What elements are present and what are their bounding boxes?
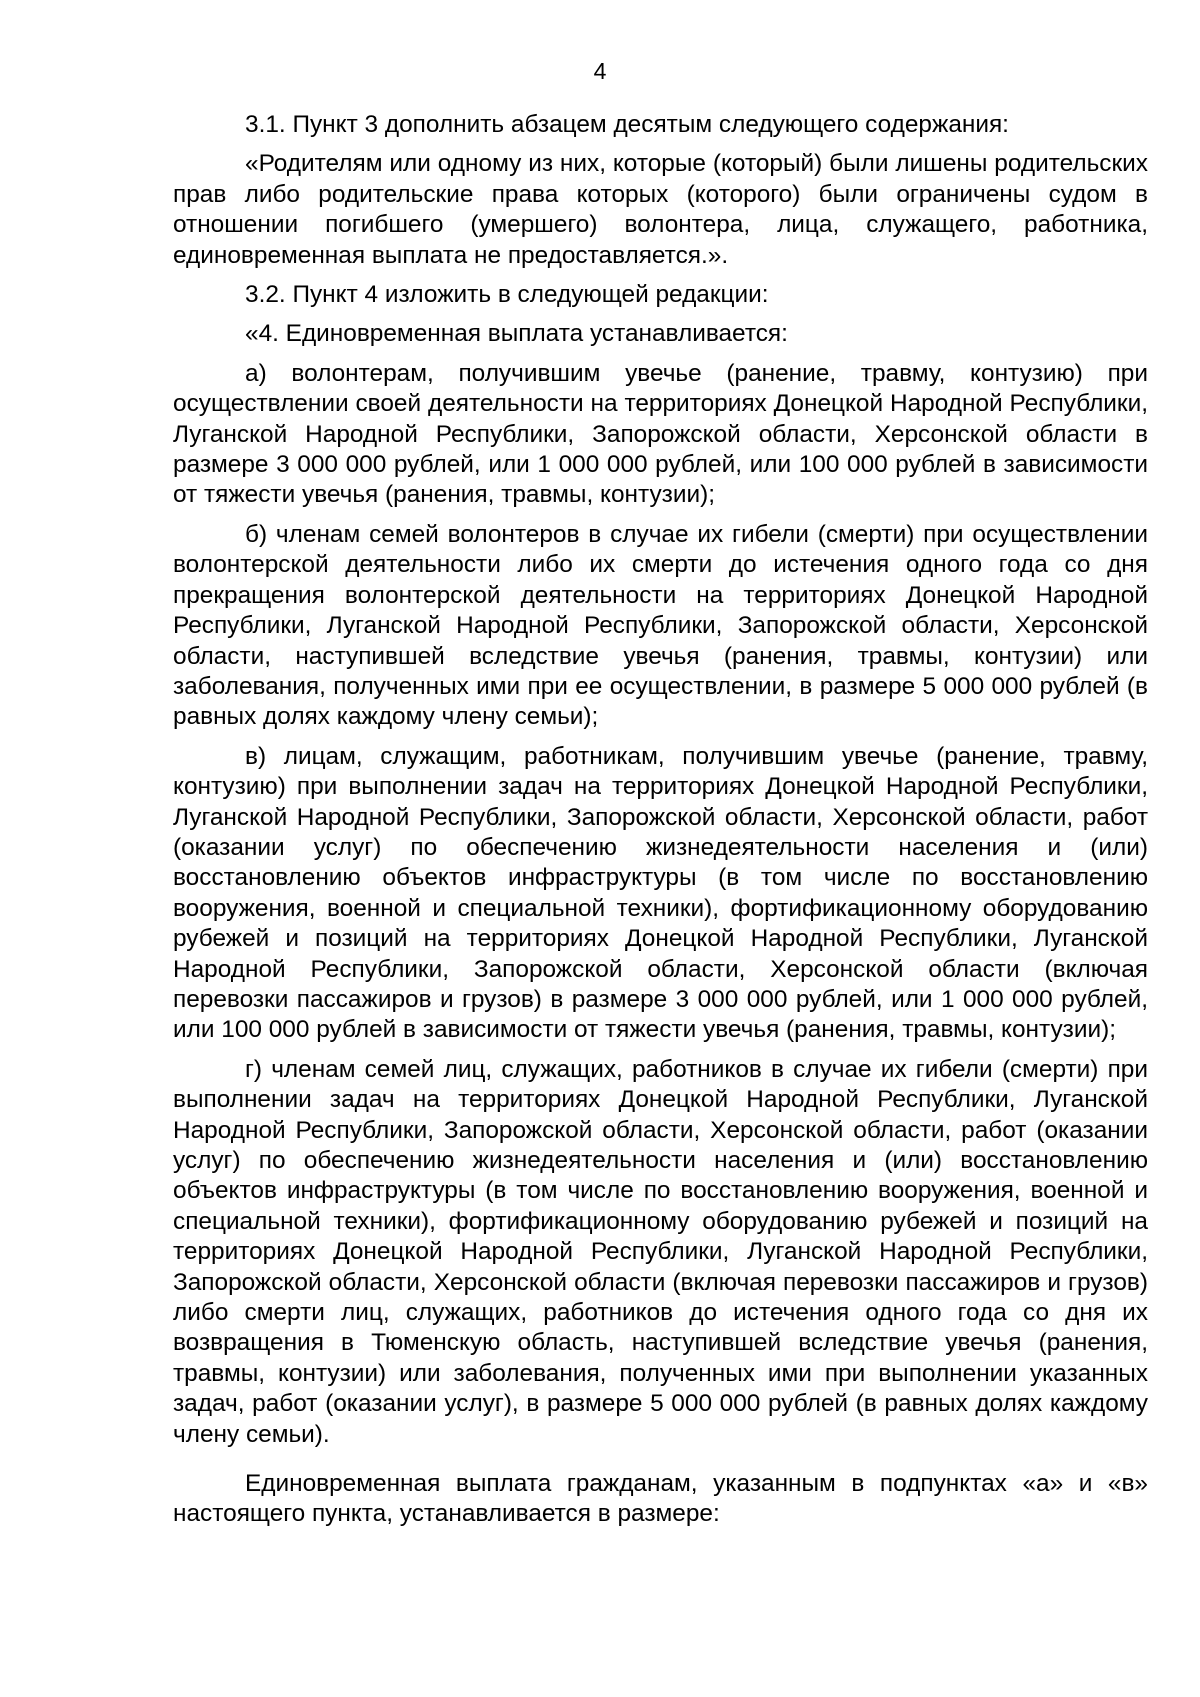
document-body — [173, 110, 1148, 1530]
paragraph-3-2: 3.2. Пункт 4 изложить в следующей редакции: — [245, 281, 769, 309]
paragraph-point-4-heading: «4. Единовременная выплата устанавливается: — [245, 320, 788, 348]
paragraph-parents-clause: «Родителям или одному из них, которые (который) были лишены родительских прав либо родительские права которых (которого) были ограничены судом в отношении погибшего (умершего) волонтера, лица, служащего, работника, единовременная выплата не предоставляется.». — [173, 150, 1148, 269]
page-number: 4 — [593, 58, 607, 84]
paragraph-subpoint-b: б) членам семей волонтеров в случае их гибели (смерти) при осуществлении волонтерской деятельности либо их смерти до истечения одного года со дня прекращения волонтерской деятельности на территориях Донецкой Народной Республики, Луганской Народной Республики, Запорожской области, Херсонской области, наступившей вследствие увечья (ранения, травмы, контузии) или заболевания, полученных ими при ее осуществлении, в размере 5 000 000 рублей (в равных долях каждому члену семьи); — [173, 520, 1148, 731]
paragraph-3-1: 3.1. Пункт 3 дополнить абзацем десятым следующего содержания: — [245, 111, 1009, 138]
paragraph-payment-amount: Единовременная выплата гражданам, указанным в подпунктах «а» и «в» настоящего пункта, устанавливается в размере: — [173, 1470, 1148, 1528]
paragraph-subpoint-a: а) волонтерам, получившим увечье (ранение, травму, контузию) при осуществлении своей деятельности на территориях Донецкой Народной Республики, Луганской Народной Республики, Запорожской области, Херсонской области в размере 3 000 000 рублей, или 1 000 000 рублей, или 100 000 рублей в зависимости от тяжести увечья (ранения, травмы, контузии); — [173, 359, 1148, 509]
paragraph-subpoint-v: в) лицам, служащим, работникам, получившим увечье (ранение, травму, контузию) при выполнении задач на территориях Донецкой Народной Республики, Луганской Народной Республики, Запорожской области, Херсонской области, работ (оказании услуг) по обеспечению жизнедеятельности населения и (или) восстановлению объектов инфраструктуры (в том числе по восстановлению вооружения, военной и специальной техники), фортификационному оборудованию рубежей и позиций на территориях Донецкой Народной Республики, Луганской Народной Республики, Запорожской области, Херсонской области (включая перевозки пассажиров и грузов) в размере 3 000 000 рублей, или 1 000 000 рублей, или 100 000 рублей в зависимости от тяжести увечья (ранения, травмы, контузии); — [173, 742, 1148, 1044]
paragraph-subpoint-g: г) членам семей лиц, служащих, работников в случае их гибели (смерти) при выполнении задач на территориях Донецкой Народной Республики, Луганской Народной Республики, Запорожской области, Херсонской области, работ (оказании услуг) по обеспечению жизнедеятельности населения и (или) восстановлению объектов инфраструктуры (в том числе по восстановлению вооружения, военной и специальной техники), фортификационному оборудованию рубежей и позиций на территориях Донецкой Народной Республики, Луганской Народной Республики, Запорожской области, Херсонской области (включая перевозки пассажиров и грузов) либо смерти лиц, служащих, работников до истечения одного года со дня их возвращения в Тюменскую область, наступившей вследствие увечья (ранения, травмы, контузии) или заболевания, полученных ими при выполнении указанных задач, работ (оказании услуг), в размере 5 000 000 рублей (в равных долях каждому члену семьи). — [173, 1055, 1148, 1448]
